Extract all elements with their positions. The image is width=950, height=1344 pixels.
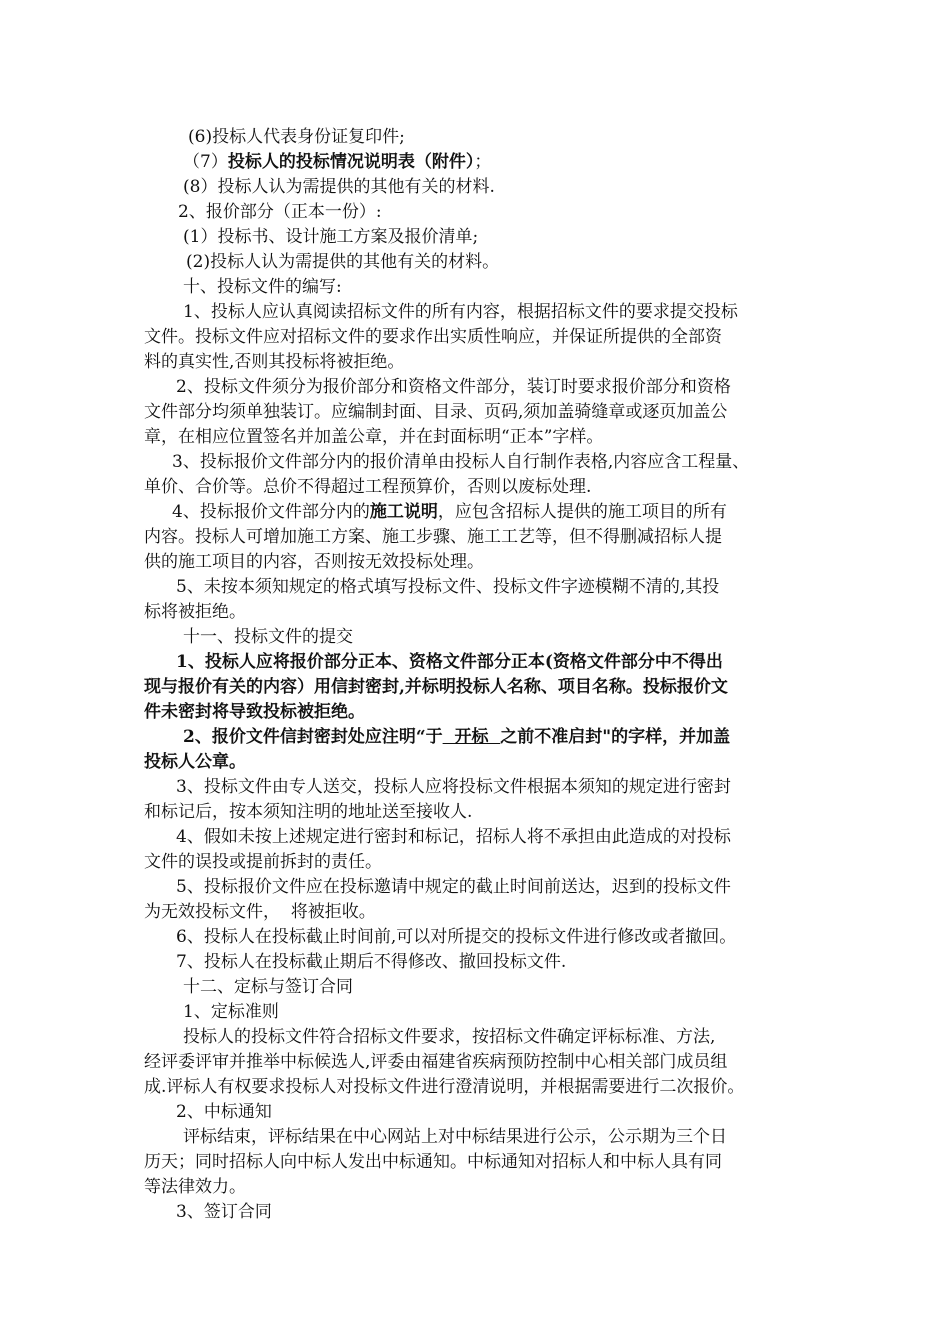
s10-p1-line-2: 文件。投标文件应对招标文件的要求作出实质性响应，并保证所提供的全部资 bbox=[144, 327, 722, 347]
s11-p5-line-1: 5、投标报价文件应在投标邀请中规定的截止时间前送达，迟到的投标文件 bbox=[176, 877, 731, 897]
s11-p3-line-2: 和标记后，按本须知注明的地址送至接收人. bbox=[144, 802, 473, 822]
s11-p7: 7、投标人在投标截止期后不得修改、撤回投标文件. bbox=[176, 952, 567, 972]
s12-sub-2-heading: 2、中标通知 bbox=[176, 1102, 272, 1122]
s12-sub-2-line-2: 历天；同时招标人向中标人发出中标通知。中标通知对招标人和中标人具有同 bbox=[144, 1152, 722, 1172]
pricing-item-2: (2)投标人认为需提供的其他有关的材料。 bbox=[186, 252, 500, 272]
s12-sub-1-heading: 1、定标准则 bbox=[183, 1002, 279, 1022]
bid-doc-item-7-bold: 投标人的投标情况说明表（附件） bbox=[227, 152, 475, 172]
s11-p2-part-a: 2、报价文件信封密封处应注明“于 bbox=[183, 727, 443, 747]
s11-p6: 6、投标人在投标截止时间前,可以对所提交的投标文件进行修改或者撤回。 bbox=[176, 927, 737, 947]
s11-p2-underline: 开标 bbox=[442, 727, 501, 747]
s12-sub-1-line-1: 投标人的投标文件符合招标文件要求，按招标文件确定评标标准、方法, bbox=[183, 1027, 716, 1047]
s11-p1-line-3: 件未密封将导致投标被拒绝。 bbox=[144, 702, 365, 722]
s11-p3-line-1: 3、投标文件由专人送交，投标人应将投标文件根据本须知的规定进行密封 bbox=[176, 777, 731, 797]
s10-p2-line-3: 章，在相应位置签名并加盖公章，并在封面标明“正本”字样。 bbox=[144, 427, 604, 447]
s11-p1-line-2: 现与报价有关的内容）用信封密封,并标明投标人名称、项目名称。投标报价文 bbox=[144, 677, 728, 697]
s10-p3-line-2: 单价、合价等。总价不得超过工程预算价，否则以废标处理. bbox=[144, 477, 592, 497]
section-10-heading: 十、投标文件的编写: bbox=[183, 277, 342, 297]
s12-sub-1-line-2: 经评委评审并推举中标候选人,评委由福建省疾病预防控制中心相关部门成员组 bbox=[144, 1052, 728, 1072]
section-11-heading: 十一、投标文件的提交 bbox=[183, 627, 353, 647]
s12-sub-2-line-3: 等法律效力。 bbox=[144, 1177, 246, 1197]
s10-p4-bold: 施工说明 bbox=[369, 502, 438, 522]
s10-p2-line-2: 文件部分均须单独装订。应编制封面、目录、页码,须加盖骑缝章或逐页加盖公 bbox=[144, 402, 728, 422]
section-12-heading: 十二、定标与签订合同 bbox=[183, 977, 353, 997]
bid-doc-item-7-suffix: ； bbox=[474, 152, 492, 172]
s10-p4-line-1 bbox=[172, 500, 727, 524]
s10-p5-line-1: 5、未按本须知规定的格式填写投标文件、投标文件字迹模糊不清的,其投 bbox=[176, 577, 720, 597]
s11-p1-line-1: 1、投标人应将报价部分正本、资格文件部分正本(资格文件部分中不得出 bbox=[176, 652, 723, 672]
bid-doc-item-6: (6)投标人代表身份证复印件; bbox=[188, 127, 405, 147]
s10-p3-line-1: 3、投标报价文件部分内的报价清单由投标人自行制作表格,内容应含工程量、 bbox=[172, 452, 750, 472]
bid-doc-item-8: (8）投标人认为需提供的其他有关的材料. bbox=[183, 177, 495, 197]
s10-p4-line-3: 供的施工项目的内容，否则按无效投标处理。 bbox=[144, 552, 484, 572]
s10-p4-part-a: 4、投标报价文件部分内的 bbox=[172, 502, 370, 522]
s10-p1-line-3: 料的真实性,否则其投标将被拒绝。 bbox=[144, 352, 405, 372]
pricing-item-1: (1）投标书、设计施工方案及报价清单; bbox=[183, 227, 479, 247]
s11-p2-part-b: 之前不准启封"的字样，并加盖 bbox=[500, 727, 731, 747]
pricing-heading: 2、报价部分（正本一份）: bbox=[178, 202, 382, 222]
s12-sub-1-line-3: 成.评标人有权要求投标人对投标文件进行澄清说明，并根据需要进行二次报价。 bbox=[144, 1077, 745, 1097]
bid-doc-item-7 bbox=[183, 150, 491, 174]
s11-p4-line-2: 文件的误投或提前拆封的责任。 bbox=[144, 852, 382, 872]
s11-p4-line-1: 4、假如未按上述规定进行密封和标记，招标人将不承担由此造成的对投标 bbox=[176, 827, 731, 847]
s12-sub-3-heading: 3、签订合同 bbox=[176, 1202, 272, 1222]
s10-p5-line-2: 标将被拒绝。 bbox=[144, 602, 246, 622]
s12-sub-2-line-1: 评标结束，评标结果在中心网站上对中标结果进行公示，公示期为三个日 bbox=[183, 1127, 727, 1147]
s10-p2-line-1: 2、投标文件须分为报价部分和资格文件部分，装订时要求报价部分和资格 bbox=[176, 377, 731, 397]
s10-p4-part-b: ，应包含招标人提供的施工项目的所有 bbox=[437, 502, 727, 522]
s11-p2-line-1 bbox=[183, 725, 730, 749]
s11-p5-line-2: 为无效投标文件， 将被拒收。 bbox=[144, 902, 376, 922]
s10-p4-line-2: 内容。投标人可增加施工方案、施工步骤、施工工艺等，但不得删减招标人提 bbox=[144, 527, 722, 547]
bid-doc-item-7-prefix: （7） bbox=[183, 152, 228, 172]
s11-p2-line-2: 投标人公章。 bbox=[144, 752, 246, 772]
s10-p1-line-1: 1、投标人应认真阅读招标文件的所有内容，根据招标文件的要求提交投标 bbox=[183, 302, 738, 322]
